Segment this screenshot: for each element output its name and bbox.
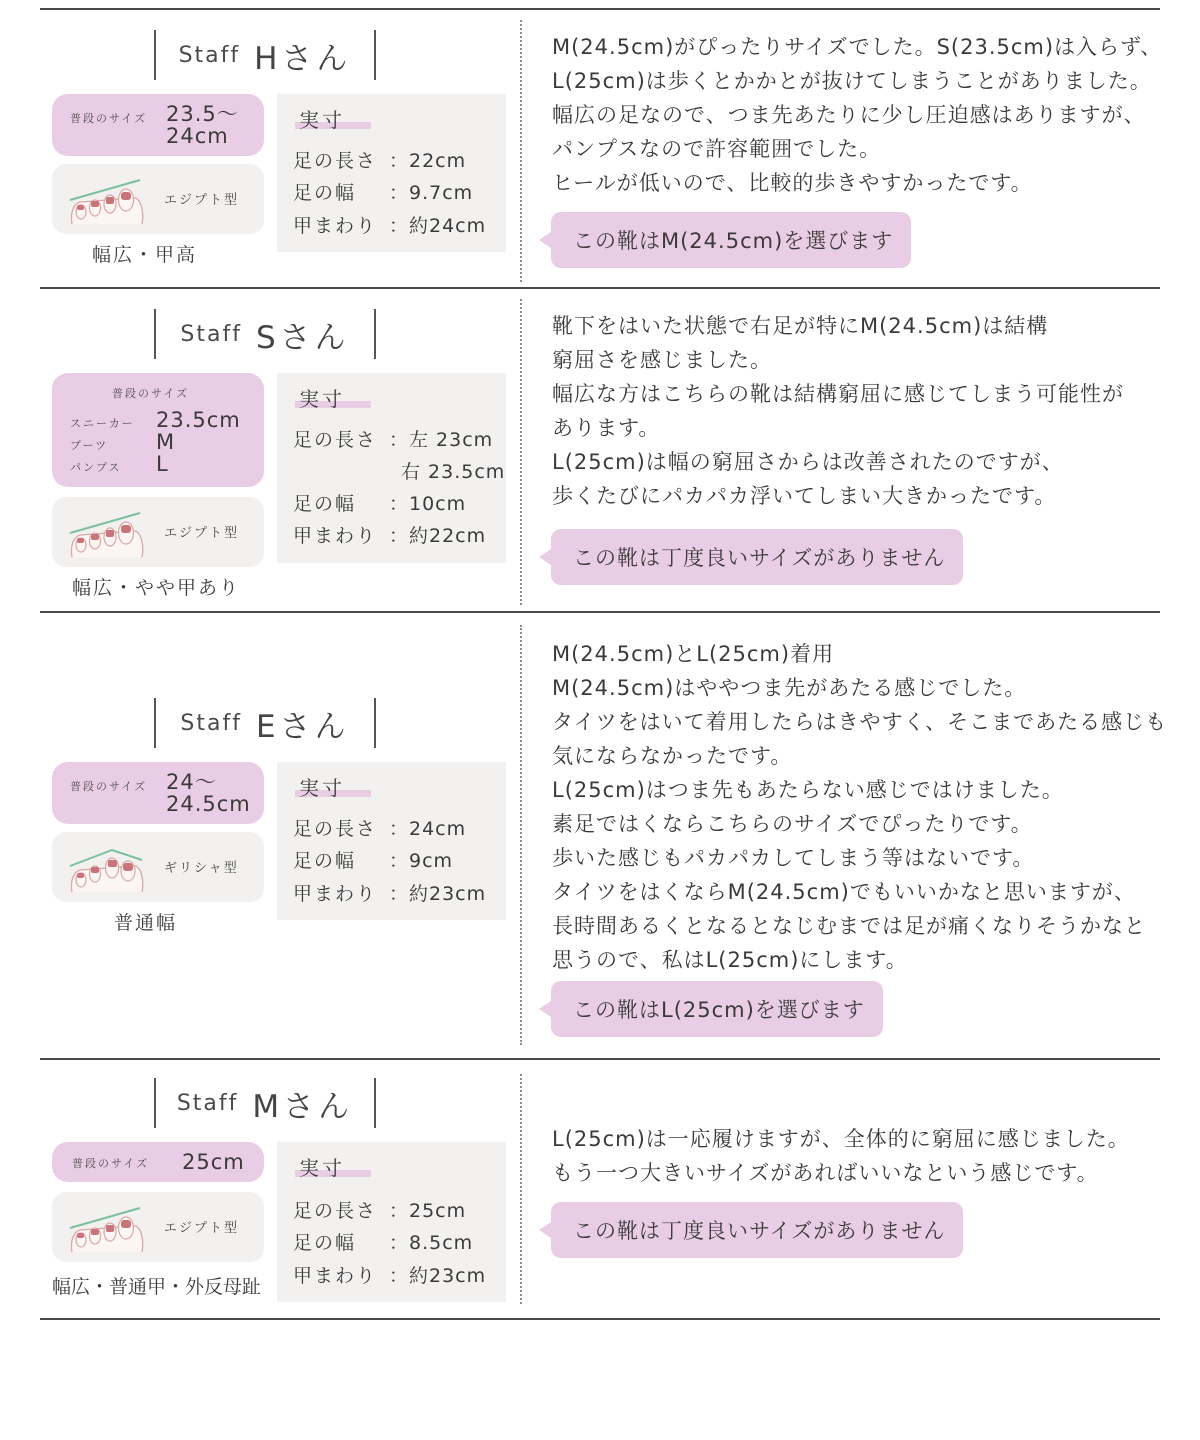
verdict-bubble: この靴は丁度良いサイズがありません	[551, 529, 963, 585]
size-row-label: スニーカー	[70, 417, 135, 430]
foot-type-label: エジプト型	[164, 193, 240, 208]
comment-line: L(25cm)は一応履けますが、全体的に窮屈に感じました。	[552, 1127, 1130, 1151]
measurements-box	[277, 1142, 506, 1302]
column-separator	[520, 1074, 522, 1304]
measurement-row: 足の幅 ：9.7cm	[293, 182, 474, 204]
staff-label: Staff	[178, 42, 241, 68]
foot-shape-icon	[66, 840, 146, 894]
foot-type-box	[52, 164, 264, 234]
usual-size-box	[52, 1142, 264, 1182]
measurements-title: 実寸	[299, 1156, 345, 1180]
size-row-value: 23.5cm	[156, 408, 241, 432]
foot-type-box	[52, 1192, 264, 1262]
measurements-box	[277, 762, 506, 920]
comment-line: M(24.5cm)がぴったりサイズでした。S(23.5cm)は入らず、	[552, 35, 1163, 59]
measurements-box	[277, 373, 506, 563]
foot-shape-icon	[66, 172, 146, 226]
size-row-value: L	[156, 452, 169, 476]
comment-line: L(25cm)はつま先もあたらない感じではけました。	[552, 778, 1064, 802]
comment-line: 気にならなかったです。	[552, 744, 793, 768]
size-row-label: ブーツ	[70, 439, 109, 452]
foot-description: 幅広・普通甲・外反母趾	[52, 1276, 262, 1298]
staff-name: Mさん	[252, 1088, 354, 1125]
measurement-row: 右 23.5cm	[401, 461, 506, 483]
comment-line: 素足ではくならこちらのサイズでぴったりです。	[552, 812, 1033, 836]
measurements-title: 実寸	[299, 387, 345, 411]
foot-type-label: エジプト型	[164, 526, 240, 541]
foot-description: 普通幅	[114, 912, 178, 934]
measurement-row: 甲まわり ：約24cm	[293, 215, 487, 237]
staff-review-s	[40, 289, 1160, 611]
staff-review-h	[40, 10, 1163, 287]
measurement-row: 足の長さ ：22cm	[293, 150, 467, 172]
size-row-value: M	[156, 430, 176, 454]
verdict-bubble: この靴はL(25cm)を選びます	[551, 981, 883, 1037]
measurement-row: 足の幅 ：8.5cm	[293, 1232, 474, 1254]
comment-line: 窮屈さを感じました。	[552, 348, 772, 372]
usual-size-label: 普段のサイズ	[70, 112, 148, 125]
comment-line: パンプスなので許容範囲でした。	[552, 137, 882, 161]
comment-line: 幅広な方はこちらの靴は結構窮屈に感じてしまう可能性が	[552, 382, 1124, 406]
comment-line: L(25cm)は歩くとかかとが抜けてしまうことがありました。	[552, 69, 1152, 93]
staff-name: Hさん	[254, 40, 352, 77]
size-row-label: パンプス	[70, 461, 122, 474]
verdict-bubble: この靴はM(24.5cm)を選びます	[551, 212, 911, 268]
foot-shape-icon	[66, 1200, 146, 1254]
comment-block	[552, 309, 1162, 513]
comment-line: あります。	[552, 416, 661, 440]
measurements-title: 実寸	[299, 108, 345, 132]
comment-line: もう一つ大きいサイズがあればいいなという感じです。	[552, 1161, 1099, 1185]
staff-name: Eさん	[255, 708, 350, 745]
comment-line: タイツをはいて着用したらはきやすく、そこまであたる感じも	[552, 710, 1168, 734]
measurement-row: 足の長さ ：24cm	[293, 818, 467, 840]
comment-line: 幅広の足なので、つま先あたりに少し圧迫感はありますが、	[552, 103, 1146, 127]
staff-label: Staff	[180, 710, 242, 736]
foot-type-box	[52, 497, 264, 567]
usual-size-label: 普段のサイズ	[72, 1157, 150, 1170]
staff-title	[154, 309, 376, 359]
comment-line: 靴下をはいた状態で右足が特にM(24.5cm)は結構	[552, 314, 1049, 338]
foot-type-box	[52, 832, 264, 902]
comment-line: 歩くたびにパカパカ浮いてしまい大きかったです。	[552, 484, 1057, 508]
usual-size-label: 普段のサイズ	[70, 780, 148, 793]
comment-block	[552, 637, 1168, 977]
measurement-row: 足の幅 ：10cm	[293, 493, 467, 515]
measurement-row: 甲まわり ：約23cm	[293, 1265, 487, 1287]
comment-line: タイツをはくならM(24.5cm)でもいいかなと思いますが、	[552, 880, 1136, 904]
staff-name: Sさん	[255, 319, 350, 356]
usual-size-box	[52, 373, 264, 487]
measurements-box	[277, 94, 506, 252]
foot-description: 幅広・甲高	[92, 244, 198, 266]
comment-block	[552, 1122, 1162, 1190]
staff-label: Staff	[180, 321, 242, 347]
staff-title	[154, 698, 376, 748]
divider-rule	[40, 1318, 1160, 1320]
staff-label: Staff	[176, 1090, 239, 1116]
usual-size-box	[52, 94, 264, 156]
usual-size-label: 普段のサイズ	[112, 387, 190, 400]
comment-line: ヒールが低いので、比較的歩きやすかったです。	[552, 171, 1033, 195]
staff-review-e	[40, 613, 1168, 1058]
comment-line: 長時間あるくとなるとなじむまでは足が痛くなりそうかなと	[552, 914, 1146, 938]
measurements-title: 実寸	[299, 776, 345, 800]
comment-line: 歩いた感じもパカパカしてしまう等はないです。	[552, 846, 1035, 870]
foot-description: 幅広・やや甲あり	[72, 577, 241, 599]
column-separator	[520, 625, 522, 1045]
comment-line: M(24.5cm)はややつま先があたる感じでした。	[552, 676, 1027, 700]
staff-review-m	[40, 1060, 1160, 1318]
measurement-row: 足の幅 ：9cm	[293, 850, 454, 872]
usual-size-box	[52, 762, 264, 824]
measurement-row: 甲まわり ：約22cm	[293, 525, 487, 547]
verdict-bubble: この靴は丁度良いサイズがありません	[551, 1202, 963, 1258]
usual-size-value: 25cm	[182, 1150, 245, 1174]
comment-block	[552, 30, 1162, 200]
comment-line: M(24.5cm)とL(25cm)着用	[552, 642, 835, 666]
usual-size-value: 24～ 24.5cm	[166, 770, 251, 816]
staff-title	[154, 30, 376, 80]
usual-size-value: 23.5～ 24cm	[166, 102, 239, 148]
column-separator	[520, 299, 522, 605]
staff-title	[154, 1078, 376, 1128]
column-separator	[520, 20, 522, 282]
comment-line: 思うので、私はL(25cm)にします。	[552, 948, 908, 972]
measurement-row: 足の長さ ：左 23cm	[293, 429, 494, 451]
measurement-row: 甲まわり ：約23cm	[293, 883, 487, 905]
comment-line: L(25cm)は幅の窮屈さからは改善されたのですが、	[552, 450, 1064, 474]
foot-type-label: エジプト型	[164, 1221, 240, 1236]
foot-type-label: ギリシャ型	[164, 861, 239, 876]
foot-shape-icon	[66, 505, 146, 559]
measurement-row: 足の長さ ：25cm	[293, 1200, 467, 1222]
